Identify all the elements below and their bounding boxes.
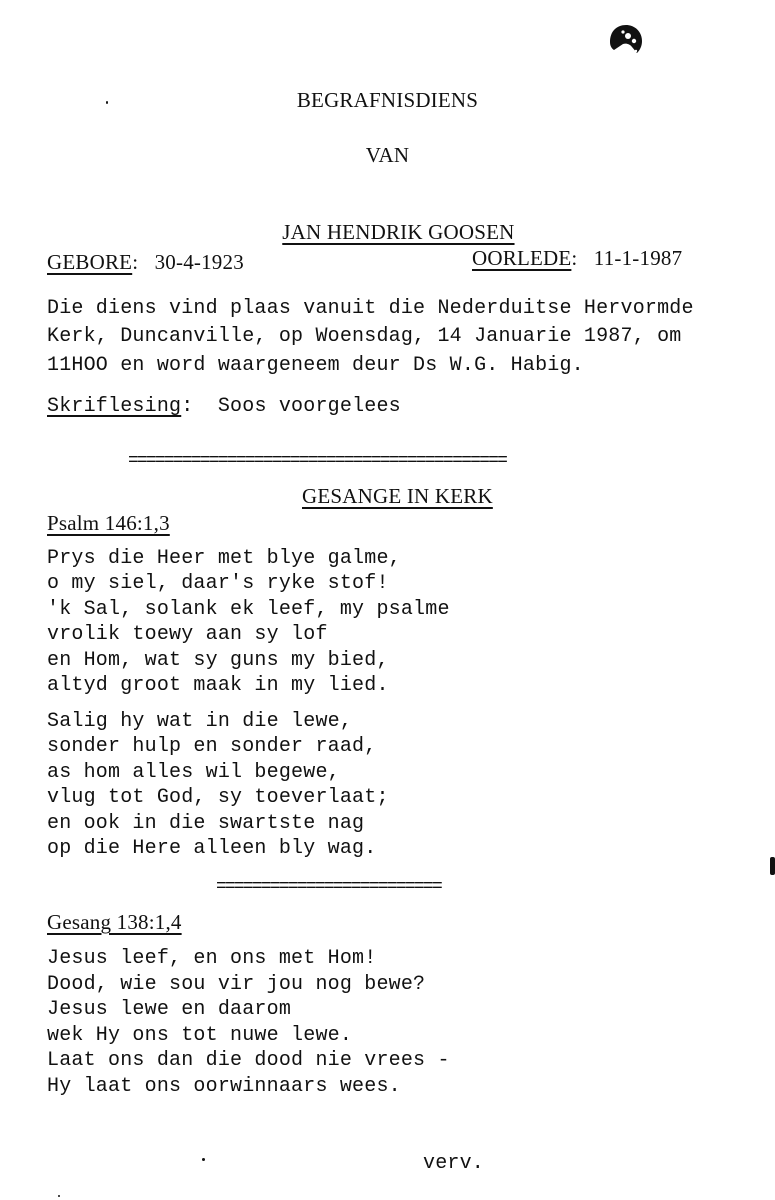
gesang-title: Gesang 138:1,4 xyxy=(47,910,182,934)
verse-line: wek Hy ons tot nuwe lewe. xyxy=(47,1023,353,1047)
verse-line: Laat ons dan die dood nie vrees - xyxy=(47,1049,450,1073)
died-value: 11-1-1987 xyxy=(593,246,683,270)
psalm-title: Psalm 146:1,3 xyxy=(47,511,170,535)
separator-short: ========================= xyxy=(216,878,442,896)
seal-stamp-icon xyxy=(606,22,644,60)
separator-long: ========================================== xyxy=(128,452,507,470)
verse-line: Prys die Heer met blye galme, xyxy=(47,547,401,570)
verse-line: o my siel, daar's ryke stof! xyxy=(47,572,389,596)
reading-label: Skriflesing xyxy=(47,395,182,418)
reading-sep: : xyxy=(181,395,194,418)
psalm-stanza-2 xyxy=(47,709,389,861)
verse-line: en Hom, wat sy guns my bied, xyxy=(47,648,389,672)
verse-line: altyd groot maak in my lied. xyxy=(47,674,389,698)
verse-line: vrolik toewy aan sy lof xyxy=(47,623,328,647)
deceased-name: JAN HENDRIK GOOSEN xyxy=(282,220,515,244)
verse-line: sonder hulp en sonder raad, xyxy=(47,735,377,759)
gesang-title-wrap xyxy=(47,910,182,934)
psalm-title-wrap xyxy=(47,511,170,535)
hymns-heading: GESANGE IN KERK xyxy=(302,484,493,508)
verse-line: vlug tot God, sy toeverlaat; xyxy=(47,786,389,810)
died-row xyxy=(472,246,682,270)
van-line: VAN xyxy=(365,143,410,167)
reading-value: Soos voorgelees xyxy=(217,395,401,418)
reading-row xyxy=(47,395,401,419)
edge-mark xyxy=(770,857,775,875)
verse-line: op die Here alleen bly wag. xyxy=(47,837,377,861)
service-line-3: 11HOO en word waargeneem deur Ds W.G. Habig. xyxy=(47,354,584,377)
psalm-stanza-1 xyxy=(47,546,450,698)
born-sep: : xyxy=(132,250,139,274)
verse-line: Jesus lewe en daarom xyxy=(47,998,292,1022)
gesang-stanza-1 xyxy=(47,946,450,1100)
verse-line: as hom alles wil begewe, xyxy=(47,760,340,784)
verse-line: Salig hy wat in die lewe, xyxy=(47,710,353,733)
verse-line: en ook in die swartste nag xyxy=(47,811,365,835)
hymns-heading-wrap xyxy=(302,484,493,508)
service-line-2: Kerk, Duncanville, op Woensdag, 14 Januarie 1987, om xyxy=(47,325,682,348)
continued-note: verv. xyxy=(423,1152,485,1175)
born-row xyxy=(47,250,244,274)
born-value: 30-4-1923 xyxy=(154,250,244,274)
died-sep: : xyxy=(571,246,578,270)
service-line-1: Die diens vind plaas vanuit die Nederduitse Hervormde xyxy=(47,297,694,320)
verse-line: Dood, wie sou vir jou nog bewe? xyxy=(47,972,426,996)
document-title: BEGRAFNISDIENS xyxy=(296,88,479,112)
speck-mark xyxy=(58,1195,60,1197)
born-label: GEBORE xyxy=(47,250,133,274)
verse-line: 'k Sal, solank ek leef, my psalme xyxy=(47,597,450,621)
speck-mark xyxy=(202,1158,205,1161)
verse-line: Jesus leef, en ons met Hom! xyxy=(47,947,377,970)
died-label: OORLEDE xyxy=(472,246,572,270)
verse-line: Hy laat ons oorwinnaars wees. xyxy=(47,1074,401,1098)
